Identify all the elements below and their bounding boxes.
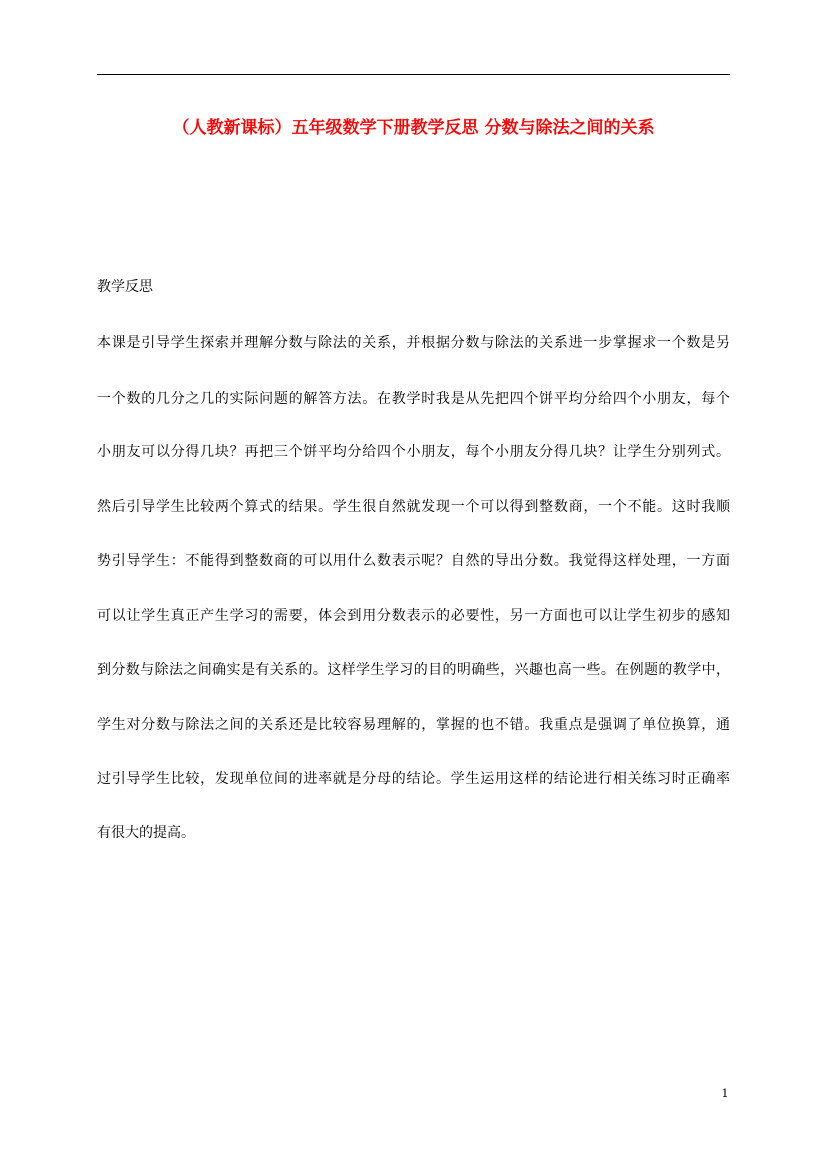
header-rule [97,74,730,75]
body-line: 本课是引导学生探索并理解分数与除法的关系，并根据分数与除法的关系进一步掌握求一个数是另 [97,335,730,351]
body-line: 过引导学生比较，发现单位间的进率就是分母的结论。学生运用这样的结论进行相关练习时正确率 [97,771,730,787]
page-number: 1 [721,1087,729,1100]
body-line: 一个数的几分之几的实际问题的解答方法。在教学时我是从先把四个饼平均分给四个小朋友，每个 [97,391,730,407]
document-title: （人教新课标）五年级数学下册教学反思 分数与除法之间的关系 [172,118,655,138]
body-line: 可以让学生真正产生学习的需要，体会到用分数表示的必要性，另一方面也可以让学生初步的感知 [97,608,730,624]
body-line: 然后引导学生比较两个算式的结果。学生很自然就发现一个可以得到整数商，一个不能。这时我顺 [97,499,730,515]
body-line: 有很大的提高。 [97,825,195,841]
body-line: 势引导学生：不能得到整数商的可以用什么数表示呢？自然的导出分数。我觉得这样处理，一方面 [97,553,730,569]
body-line: 小朋友可以分得几块？再把三个饼平均分给四个小朋友，每个小朋友分得几块？让学生分别列式。 [97,444,730,460]
body-line: 学生对分数与除法之间的关系还是比较容易理解的，掌握的也不错。我重点是强调了单位换算，通 [97,717,730,733]
body-line: 到分数与除法之间确实是有关系的。这样学生学习的目的明确些，兴趣也高一些。在例题的教学中， [97,662,730,678]
section-heading: 教学反思 [97,279,153,295]
